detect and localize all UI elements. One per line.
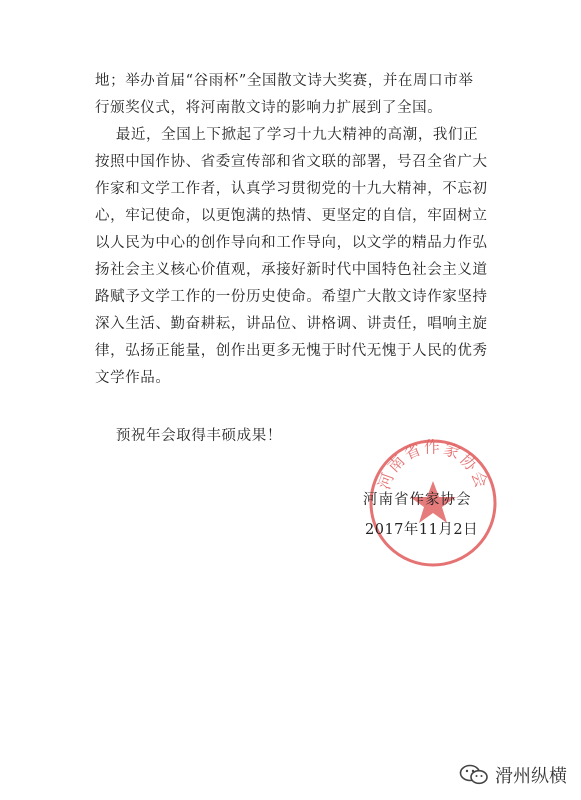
watermark-text: 滑州纵横 bbox=[495, 766, 567, 787]
text-line: 最近，全国上下掀起了学习十九大精神的高潮，我们正 bbox=[95, 127, 479, 143]
text-line: 行颁奖仪式，将河南散文诗的影响力扩展到了全国。 bbox=[95, 100, 443, 116]
text-line: 以人民为中心的创作导向和工作导向，以文学的精品力作弘 bbox=[95, 235, 488, 251]
text-line: 深入生活、勤奋耕耘，讲品位、讲格调、讲责任，唱响主旋 bbox=[95, 316, 488, 332]
signature-organization: 河南省作家协会 bbox=[363, 492, 472, 508]
paragraph-1 bbox=[95, 68, 473, 122]
paragraph-2 bbox=[95, 122, 488, 392]
text-line: 律，弘扬正能量，创作出更多无愧于时代无愧于人民的优秀 bbox=[95, 343, 488, 359]
svg-text:河南省作家协会: 河南省作家协会 bbox=[374, 437, 492, 492]
text-line: 作家和文学工作者，认真学习贯彻党的十九大精神，不忘初 bbox=[95, 181, 488, 197]
text-line: 心，牢记使命，以更饱满的热情、更坚定的自信，牢固树立 bbox=[95, 208, 488, 224]
text-line: 地；举办首届“谷雨杯”全国散文诗大奖赛，并在周口市举 bbox=[95, 73, 474, 89]
text-line: 文学作品。 bbox=[95, 370, 171, 386]
text-line: 按照中国作协、省委宣传部和省文联的部署，号召全省广大 bbox=[95, 154, 488, 170]
text-line: 预祝年会取得丰硕成果！ bbox=[95, 428, 282, 444]
watermark bbox=[459, 762, 567, 788]
text-line: 扬社会主义核心价值观，承接好新时代中国特色社会主义道 bbox=[95, 262, 488, 278]
wechat-icon bbox=[459, 764, 489, 786]
text-line: 路赋予文学工作的一份历史使命。希望广大散文诗作家坚持 bbox=[95, 289, 488, 305]
paragraph-3 bbox=[95, 423, 282, 450]
signature-date: 2017年11月2日 bbox=[365, 522, 479, 538]
